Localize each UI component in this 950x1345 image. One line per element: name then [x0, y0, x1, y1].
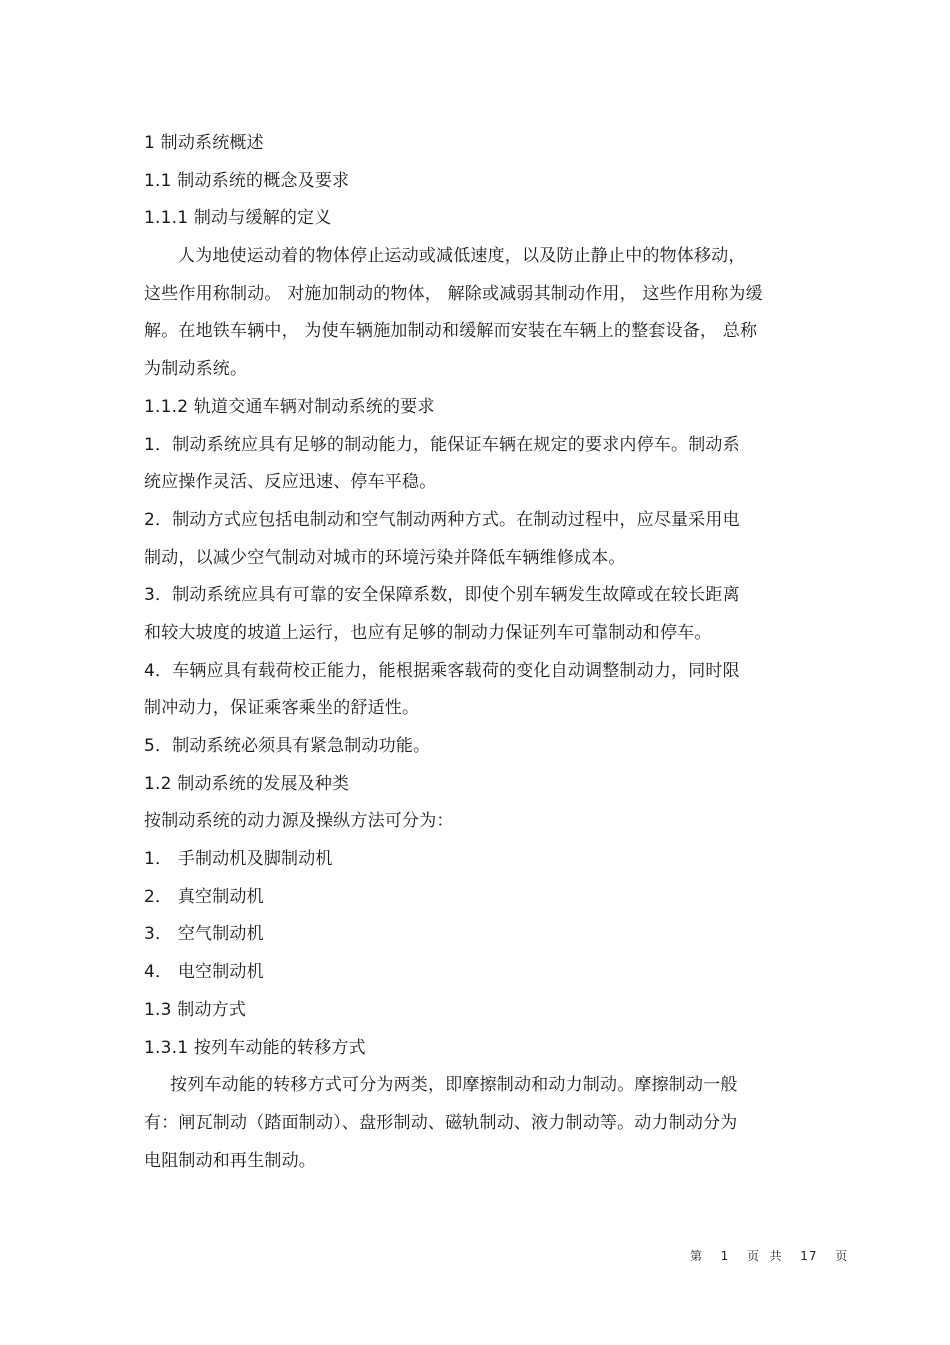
page-footer	[690, 1247, 848, 1264]
footer-page-suffix: 页	[835, 1249, 849, 1263]
list-item-line: 2．制动方式应包括电制动和空气制动两种方式。在制动过程中，应尽量采用电	[144, 509, 740, 530]
list-item-line: 5．制动系统必须具有紧急制动功能。	[144, 736, 431, 756]
paragraph-line: 为制动系统。	[144, 359, 248, 380]
list-item-line: 1． 手制动机及脚制动机	[144, 849, 333, 870]
heading-1-3: 1.3 制动方式	[144, 999, 247, 1020]
heading-1-2: 1.2 制动系统的发展及种类	[144, 773, 350, 794]
heading-1-1: 1.1 制动系统的概念及要求	[144, 170, 350, 191]
heading-1-1-2: 1.1.2 轨道交通车辆对制动系统的要求	[144, 396, 435, 417]
list-item-line: 和较大坡度的坡道上运行，也应有足够的制动力保证列车可靠制动和停车。	[144, 622, 712, 643]
list-item-line: 4． 电空制动机	[144, 962, 264, 983]
list-item-line: 制动，以减少空气制动对城市的环境污染并降低车辆维修成本。	[144, 547, 626, 568]
paragraph-line: 这些作用称制动。 对施加制动的物体， 解除或减弱其制动作用， 这些作用称为缓	[144, 283, 763, 304]
paragraph-line: 电阻制动和再生制动。	[144, 1150, 316, 1171]
list-item-line: 统应操作灵活、反应迅速、停车平稳。	[144, 472, 437, 493]
footer-page-prefix: 第	[690, 1249, 704, 1263]
list-item-line: 3． 空气制动机	[144, 924, 264, 945]
document-body	[144, 125, 814, 1180]
list-item-line: 3．制动系统应具有可靠的安全保障系数，即使个别车辆发生故障或在较长距离	[144, 585, 740, 606]
paragraph-line: 按列车动能的转移方式可分为两类，即摩擦制动和动力制动。摩擦制动一般	[170, 1075, 738, 1096]
heading-1-1-1: 1.1.1 制动与缓解的定义	[144, 208, 332, 229]
list-item-line: 1．制动系统应具有足够的制动能力，能保证车辆在规定的要求内停车。制动系	[144, 434, 740, 455]
paragraph-line: 有：闸瓦制动（踏面制动）、盘形制动、磁轨制动、液力制动等。动力制动分为	[144, 1112, 738, 1133]
list-item-line: 制冲动力，保证乘客乘坐的舒适性。	[144, 698, 420, 719]
paragraph-line: 人为地使运动着的物体停止运动或减低速度，以及防止静止中的物体移动，	[178, 246, 746, 267]
footer-page-number: 1	[720, 1249, 730, 1263]
footer-page-mid: 页 共	[746, 1249, 783, 1263]
heading-1-3-1: 1.3.1 按列车动能的转移方式	[144, 1037, 366, 1058]
list-item-line: 4．车辆应具有载荷校正能力，能根据乘客载荷的变化自动调整制动力，同时限	[144, 660, 740, 681]
list-item-line: 2． 真空制动机	[144, 886, 264, 907]
footer-page-total: 17	[800, 1249, 818, 1263]
heading-1: 1 制动系统概述	[144, 133, 264, 153]
paragraph-line: 按制动系统的动力源及操纵方法可分为：	[144, 811, 454, 832]
paragraph-line: 解。在地铁车辆中， 为使车辆施加制动和缓解而安装在车辆上的整套设备， 总称	[144, 321, 758, 342]
